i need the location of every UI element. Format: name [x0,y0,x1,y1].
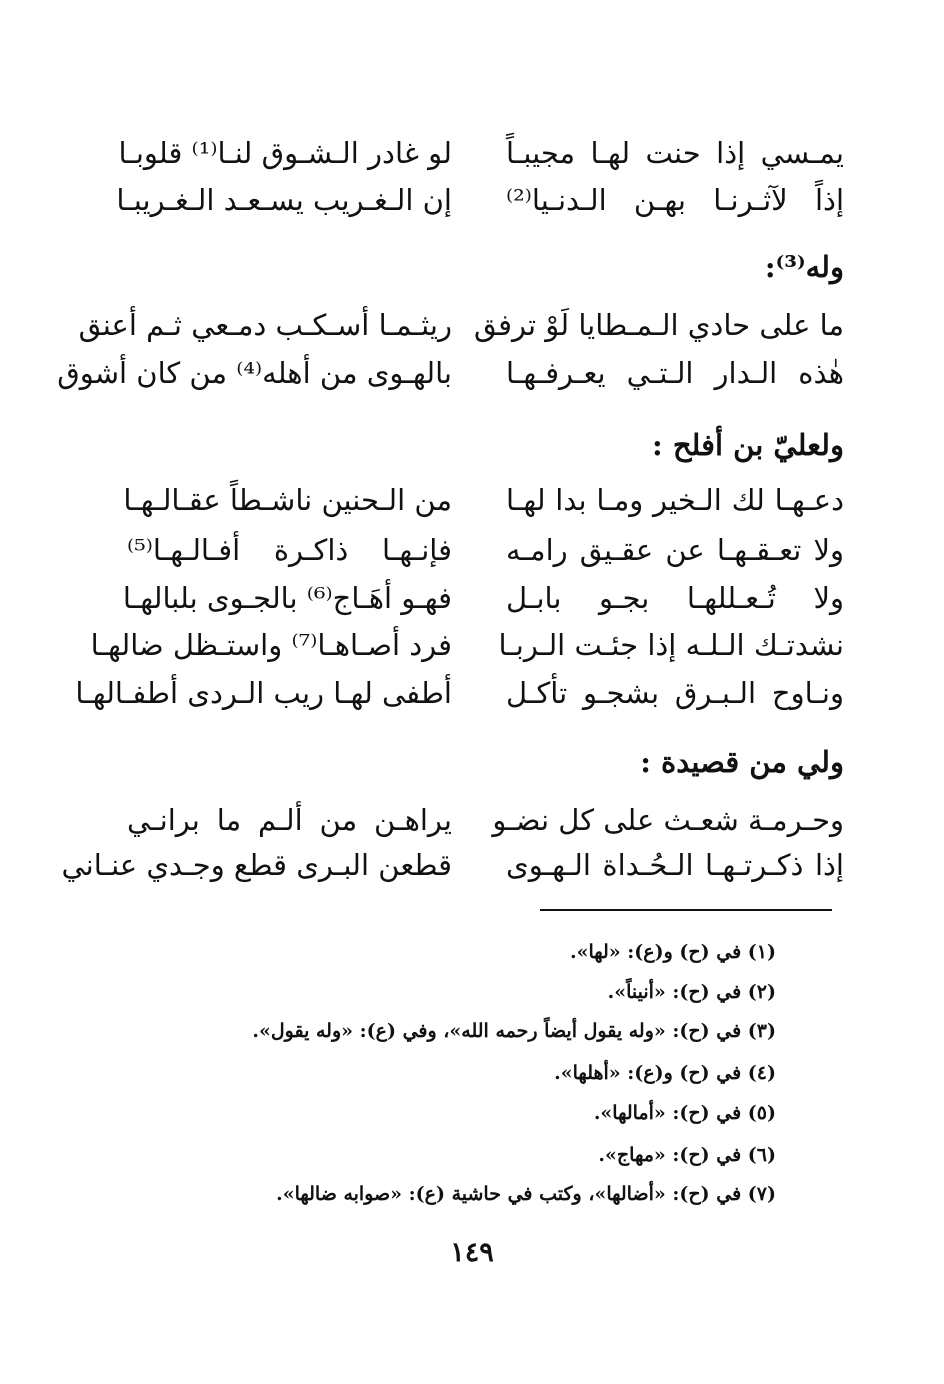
verse-line [0,348,944,398]
verse-line [0,573,944,623]
poem-heading: ولعليّ بن أفلح : [652,428,844,462]
verse-first-hemistich: هٰذه الـدار الـتـي يعـرفـهـا [506,356,844,390]
verse-first-hemistich: دعـهـا لك الـخير ومـا بدا لهـا [506,483,844,517]
verse-line [0,795,944,845]
footnote: (٦) في (ح): «مهاج». [598,1144,776,1166]
verse-second-hemistich: أطفى لهـا ريب الـردى أطفـالهـا [75,676,452,710]
verse-second-hemistich: قطعن البـرى قطع وجـدي عنـاني [61,848,452,882]
verse-line [0,840,944,890]
verse-second-hemistich: ريثـمـا أسـكـب دمـعي ثـم أعنق [78,308,452,342]
verse-second-hemistich: فإنـهـا ذاكـرة أفـالـهـا⁽⁵⁾ [127,533,452,567]
verse-first-hemistich: ما على حادي الـمـطايا لَوْ ترفق [473,308,844,342]
footnote: (٧) في (ح): «أضالها»، وكتب في حاشية (ع): «صوابه ضالها». [276,1183,776,1205]
verse-line [0,175,944,225]
verse-first-hemistich: وحـرمـة شعـث على كل نضـو [492,803,844,837]
page-number: ١٤٩ [450,1237,494,1268]
verse-first-hemistich: إذا ذكـرتـهـا الـحُـداة الـهـوى [506,848,844,882]
verse-second-hemistich: من الـحنين ناشـطاً عقـالـهـا [123,483,452,517]
verse-second-hemistich: يراهـن من ألـم ما برانـي [127,803,452,837]
footnote: (١) في (ح) و(ع): «لها». [569,941,776,963]
verse-first-hemistich: ولا تُـعـللهـا بجـو بابـل [506,581,844,615]
verse-second-hemistich: لو غادر الـشـوق لنـا⁽¹⁾ قلوبـا [118,136,452,170]
footnote: (٤) في (ح) و(ع): «أهلها». [554,1062,776,1084]
verse-first-hemistich: ونـاوح الـبـرق بشجـو تأكـل [506,676,844,710]
poem-heading: وله⁽³⁾: [764,250,844,284]
verse-second-hemistich: بالهـوى من أهله⁽⁴⁾ من كان أشوق [57,356,452,390]
footnote: (٣) في (ح): «وله يقول أيضاً رحمه الله»، وفي (ع): «وله يقول». [252,1020,776,1042]
verse-second-hemistich: فهـو أهَـاج⁽⁶⁾ بالجـوى بلبالهـا [122,581,452,615]
verse-line [0,128,944,178]
verse-first-hemistich: نشدتـك الـلـه إذا جئـت الـربـا [498,628,844,662]
verse-line [0,668,944,718]
verse-first-hemistich: إذاً لآثـرنـا بهـن الـدنـيا⁽²⁾ [506,183,844,217]
verse-line [0,525,944,575]
verse-line [0,300,944,350]
verse-second-hemistich: إن الـغـريب يسـعـد الـغـريبـا [116,183,452,217]
verse-line [0,475,944,525]
poem-heading: ولي من قصيدة : [640,745,844,779]
footnote-separator [540,909,832,911]
footnote: (٥) في (ح): «أمالها». [593,1102,776,1124]
verse-line [0,620,944,670]
footnote: (٢) في (ح): «أنيناً». [607,981,776,1003]
verse-first-hemistich: يمـسي إذا حنت لهـا مجيبـاً [506,136,844,170]
verse-second-hemistich: فرد أصـاهـا⁽⁷⁾ واستـظل ضالهـا [90,628,452,662]
verse-first-hemistich: ولا تعـقـهـا عن عقـيق رامـه [506,533,844,567]
